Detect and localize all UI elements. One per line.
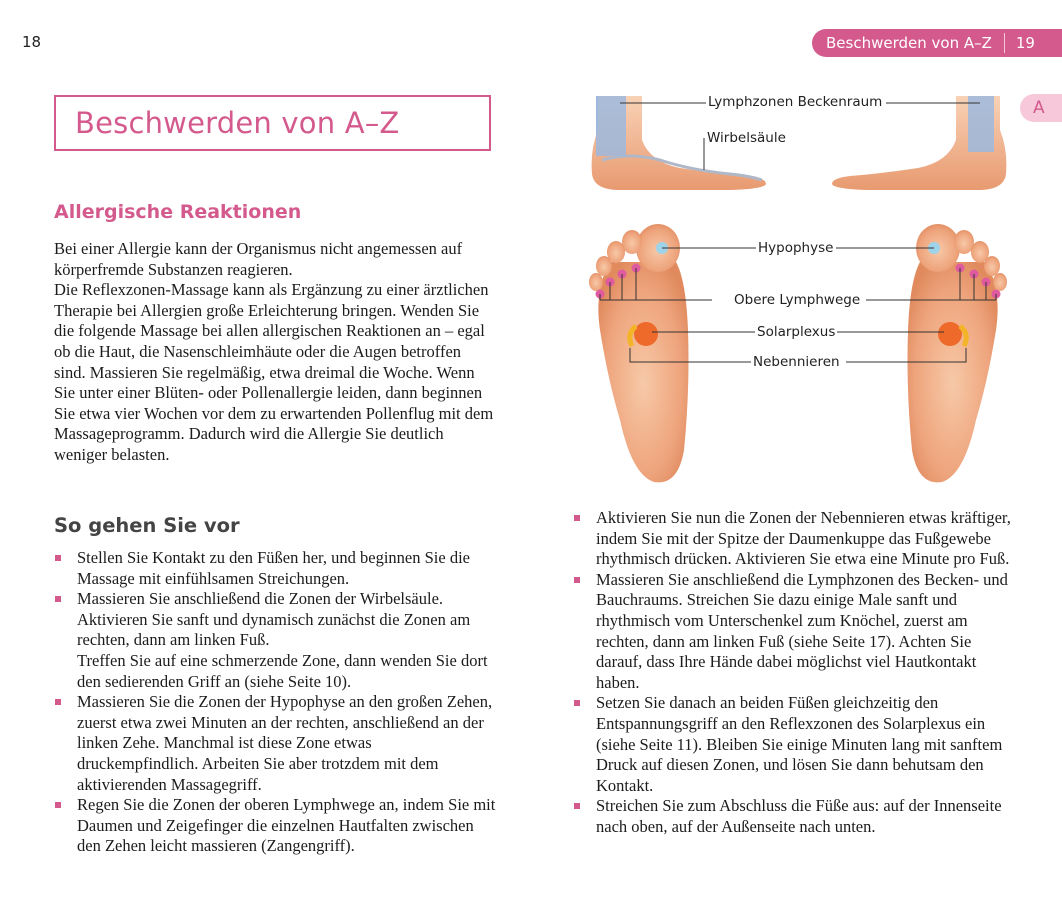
label-solar-plexus: Solarplexus [757, 324, 836, 340]
steps-list-left [54, 548, 496, 857]
chapter-header-tab [812, 29, 1062, 57]
label-lymph-pelvis: Lymphzonen Beckenraum [708, 94, 883, 110]
intro-text [54, 239, 494, 466]
label-adrenals: Nebennieren [753, 354, 840, 370]
page-number-right: 19 [1015, 34, 1035, 52]
alphabet-tab: A [1020, 94, 1062, 122]
list-item: Massieren Sie die Zonen der Hypophyse an den großen Zehen, zuerst etwa zwei Minuten an der rechten, anschließend an der linken Zehe. Manchmal ist diese Zone etwas druckempfindlich. Arbeiten Sie aber trotzdem mit dem aktivierenden Massagegriff. [54, 692, 496, 795]
foot-sole-right [836, 224, 1007, 482]
foot-side-right [832, 96, 1006, 190]
list-item: Setzen Sie danach an beiden Füßen gleichzeitig den Entspannungsgriff an den Reflexzonen des Solarplexus ein (siehe Seite 11). Bleiben Sie einige Minuten lang mit sanftem Druck auf diesen Zonen, und lösen Sie dann behutsam den Kontakt. [573, 693, 1013, 796]
steps-list-right [573, 508, 1013, 838]
section-heading: Allergische Reaktionen [54, 201, 302, 223]
list-item: Streichen Sie zum Abschluss die Füße aus: auf der Innenseite nach oben, auf der Außenseite nach unten. [573, 796, 1013, 837]
list-item: Massieren Sie anschließend die Lymphzonen des Becken- und Bauchraums. Streichen Sie dazu einige Male sanft und rhythmisch vom Unterschenkel zum Knöchel, zuerst am rechten, dann am linken Fuß (siehe Seite 17). Achten Sie darauf, dass Ihre Hände dabei möglichst viel Hautkontakt haben. [573, 570, 1013, 694]
list-item: Regen Sie die Zonen der oberen Lymphwege an, indem Sie mit Daumen und Zeigefinger die einzelnen Hautfalten zwischen den Zehen leicht massieren (Zangengriff). [54, 795, 496, 857]
foot-reflexology-figure [580, 90, 1020, 490]
list-item-note: Treffen Sie auf eine schmerzende Zone, dann wenden Sie dort den sedierenden Griff an (siehe Seite 10). [77, 650, 488, 691]
page-title-box [54, 95, 491, 151]
list-item: Stellen Sie Kontakt zu den Füßen her, und beginnen Sie die Massage mit einfühlsamen Streichungen. [54, 548, 496, 589]
steps-heading: So gehen Sie vor [54, 514, 240, 537]
intro-paragraph: Bei einer Allergie kann der Organismus nicht angemessen auf körperfremde Substanzen reagieren. [54, 239, 463, 279]
label-upper-lymph: Obere Lymphwege [734, 292, 861, 308]
foot-illustration [580, 90, 1020, 490]
list-item: Aktivieren Sie nun die Zonen der Nebennieren etwas kräftiger, indem Sie mit der Spitze der Daumenkuppe das Fußgewebe rhythmisch drücken. Aktivieren Sie etwa eine Minute pro Fuß. [573, 508, 1013, 570]
list-item: Massieren Sie anschließend die Zonen der Wirbelsäule. Aktivieren Sie sanft und dynamisch zunächst die Zonen am rechten, dann am linken Fuß. Treffen Sie auf eine schmerzende Zone, dann wenden Sie dort den sedierenden Griff an (siehe Seite 10). [54, 589, 496, 692]
header-divider [1004, 33, 1005, 53]
chapter-header-title: Beschwerden von A–Z [826, 34, 992, 52]
intro-paragraph: Die Reflexzonen-Massage kann als Ergänzung zu einer ärztlichen Therapie bei Allergien große Erleichterung bringen. Wenden Sie die folgende Massage bei allen allergischen Reaktionen an – egal ob die Haut, die Nasenschleimhäute oder die Augen betroffen sind. Massieren Sie regelmäßig, etwa dreimal die Woche. Wenn Sie unter einer Blüten- oder Pollenallergie leiden, dann beginnen Sie etwa vier Wochen vor dem zu erwartenden Pollenflug mit dem Massageprogramm. Dadurch wird die Allergie Sie deutlich weniger belasten. [54, 280, 494, 464]
label-spine: Wirbelsäule [707, 130, 786, 146]
page-number-left: 18 [22, 33, 42, 51]
page-title: Beschwerden von A–Z [75, 106, 400, 140]
label-pituitary: Hypophyse [758, 240, 834, 256]
